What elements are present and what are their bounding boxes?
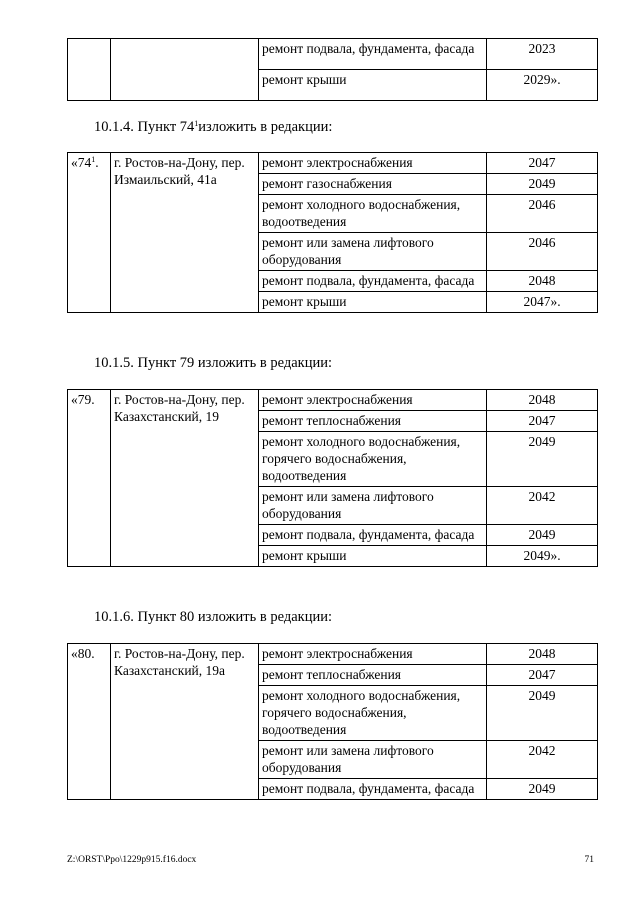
year-cell: 2048 (487, 271, 598, 292)
work-cell: ремонт холодного водоснабжения, горячего водоснабжения, водоотведения (259, 686, 487, 741)
year-cell: 2049 (487, 686, 598, 741)
year-cell: 2046 (487, 233, 598, 271)
year-cell: 2049». (487, 546, 598, 567)
item-number: «79. (68, 390, 111, 567)
work-cell: ремонт или замена лифтового оборудования (259, 233, 487, 271)
year-cell: 2049 (487, 174, 598, 195)
section-heading: 10.1.6. Пункт 80 изложить в редакции: (94, 609, 333, 625)
year-cell: 2042 (487, 487, 598, 525)
item-74-1-table (67, 152, 598, 313)
work-cell: ремонт или замена лифтового оборудования (259, 487, 487, 525)
work-cell: ремонт теплоснабжения (259, 665, 487, 686)
year-cell: 2047 (487, 153, 598, 174)
work-cell: ремонт газоснабжения (259, 174, 487, 195)
work-cell: ремонт холодного водоснабжения, горячего водоснабжения, водоотведения (259, 432, 487, 487)
table-row (68, 39, 598, 70)
work-cell: ремонт крыши (259, 546, 487, 567)
year-cell: 2049 (487, 432, 598, 487)
work-cell: ремонт крыши (259, 70, 487, 101)
year-cell: 2049 (487, 525, 598, 546)
year-cell: 2049 (487, 779, 598, 800)
footer-page-number: 71 (584, 855, 594, 865)
item-address: г. Ростов-на-Дону, пер. Измаильский, 41а (111, 153, 259, 313)
table-row (68, 644, 598, 665)
item-79-table (67, 389, 598, 567)
year-cell: 2023 (487, 39, 598, 70)
work-cell: ремонт подвала, фундамента, фасада (259, 39, 487, 70)
table-row (68, 153, 598, 174)
address-cell (111, 39, 259, 101)
year-cell: 2042 (487, 741, 598, 779)
year-cell: 2048 (487, 644, 598, 665)
table-row (68, 390, 598, 411)
year-cell: 2029». (487, 70, 598, 101)
number-cell (68, 39, 111, 101)
item-80-table (67, 643, 598, 800)
work-cell: ремонт холодного водоснабжения, водоотведения (259, 195, 487, 233)
item-number: «80. (68, 644, 111, 800)
work-cell: ремонт подвала, фундамента, фасада (259, 271, 487, 292)
year-cell: 2047». (487, 292, 598, 313)
section-heading: 10.1.4. Пункт $74^1изложить$ в редакции: (94, 119, 333, 135)
work-cell: ремонт подвала, фундамента, фасада (259, 779, 487, 800)
top-fragment-table (67, 38, 598, 101)
work-cell: ремонт электроснабжения (259, 644, 487, 665)
section-heading: 10.1.5. Пункт 79 изложить в редакции: (94, 355, 333, 371)
footer-file-path: Z:\ORST\Ppo\1229p915.f16.docx (67, 855, 197, 865)
item-address: г. Ростов-на-Дону, пер. Казахстанский, 19а (111, 644, 259, 800)
work-cell: ремонт теплоснабжения (259, 411, 487, 432)
work-cell: ремонт или замена лифтового оборудования (259, 741, 487, 779)
item-address: г. Ростов-на-Дону, пер. Казахстанский, 19 (111, 390, 259, 567)
work-cell: ремонт электроснабжения (259, 153, 487, 174)
work-cell: ремонт крыши (259, 292, 487, 313)
work-cell: ремонт подвала, фундамента, фасада (259, 525, 487, 546)
work-cell: ремонт электроснабжения (259, 390, 487, 411)
year-cell: 2048 (487, 390, 598, 411)
year-cell: 2046 (487, 195, 598, 233)
year-cell: 2047 (487, 411, 598, 432)
item-number: «$74^1$. (68, 153, 111, 313)
year-cell: 2047 (487, 665, 598, 686)
